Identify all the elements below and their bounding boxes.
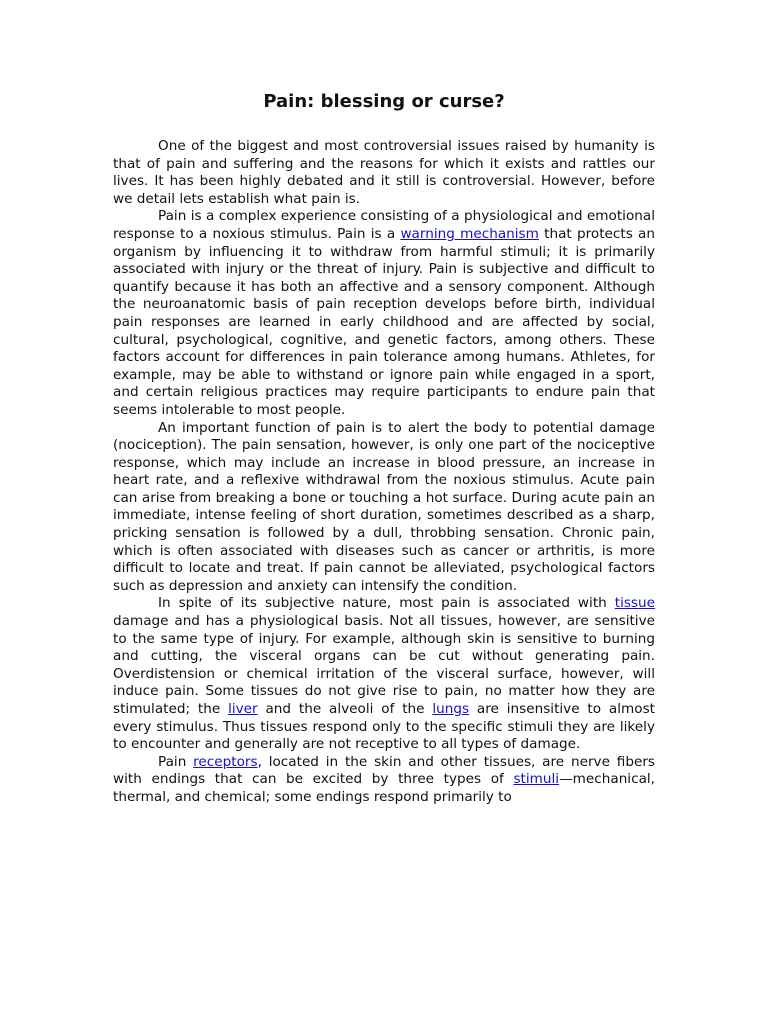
paragraph-3: [113, 420, 655, 596]
document-body: [113, 138, 655, 807]
document-page: [113, 88, 655, 807]
link-warning-mechanism[interactable]: warning mechanism: [400, 225, 539, 242]
link-lungs[interactable]: lungs: [432, 701, 470, 717]
paragraph-text: —mechanical, thermal, and chemical; some endings respond primarily to: [113, 771, 655, 805]
paragraph-text: Pain: [158, 753, 194, 770]
paragraph-text: Pain is a complex experience consisting of a physiological and emotional response to a noxious stimulus. Pain is a: [113, 208, 655, 242]
link-receptors[interactable]: receptors: [193, 753, 258, 770]
paragraph-text: , located in the skin and other tissues, are nerve fibers with endings that can be excited by three types of: [113, 753, 655, 788]
paragraph-4: [113, 595, 655, 753]
paragraph-text: An important function of pain is to alert the body to potential damage (nociception). The pain sensation, however, is only one part of the nociceptive response, which may include an increase in blood pressure, an increase in heart rate, and a reflexive withdrawal from the noxious stimulus. Acute pain can arise from breaking a bone or touching a hot surface. During acute pain an immediate, intense feeling of short duration, sometimes described as a sharp, pricking sensation is followed by a dull, throbbing sensation. Chronic pain, which is often associated with diseases such as cancer or arthritis, is more difficult to locate and treat. If pain cannot be alleviated, psychological factors such as depression and anxiety can intensify the condition.: [113, 419, 655, 594]
document-title: Pain: blessing or curse?: [263, 91, 505, 112]
link-tissue[interactable]: tissue: [614, 595, 655, 612]
paragraph-1: [113, 138, 655, 208]
paragraph-5: [113, 754, 655, 807]
paragraph-text: damage and has a physiological basis. Not all tissues, however, are sensitive to the same type of injury. For example, although skin is sensitive to burning and cutting, the visceral organs can be cut without generating pain. Overdistension or chemical irritation of the visceral surface, however, will induce pain. Some tissues do not give rise to pain, no matter how they are stimulated; the: [113, 613, 655, 717]
paragraph-2: [113, 208, 655, 419]
paragraph-text: that protects an organism by influencing it to withdraw from harmful stimuli; it is primarily associated with injury or the threat of injury. Pain is subjective and difficult to quantify because it has both an affective and a sensory component. Although the neuroanatomic basis of pain reception develops before birth, individual pain responses are learned in early childhood and are affected by social, cultural, psychological, cognitive, and genetic factors, among others. These factors account for differences in pain tolerance among humans. Athletes, for example, may be able to withstand or ignore pain while engaged in a sport, and certain religious practices may require participants to endure pain that seems intolerable to most people.: [113, 225, 655, 418]
link-liver[interactable]: liver: [228, 701, 258, 717]
link-stimuli[interactable]: stimuli: [513, 771, 560, 788]
paragraph-text: One of the biggest and most controversial issues raised by humanity is that of pain and suffering and the reasons for which it exists and rattles our lives. It has been highly debated and it still is controversial. However, before we detail lets establish what pain is.: [113, 138, 655, 207]
paragraph-text: and the alveoli of the: [257, 701, 433, 717]
paragraph-text: In spite of its subjective nature, most pain is associated with: [158, 595, 615, 612]
paragraph-text: are insensitive to almost every stimulus. Thus tissues respond only to the specific stimuli they are likely to encounter and generally are not receptive to all types of damage.: [113, 701, 655, 753]
